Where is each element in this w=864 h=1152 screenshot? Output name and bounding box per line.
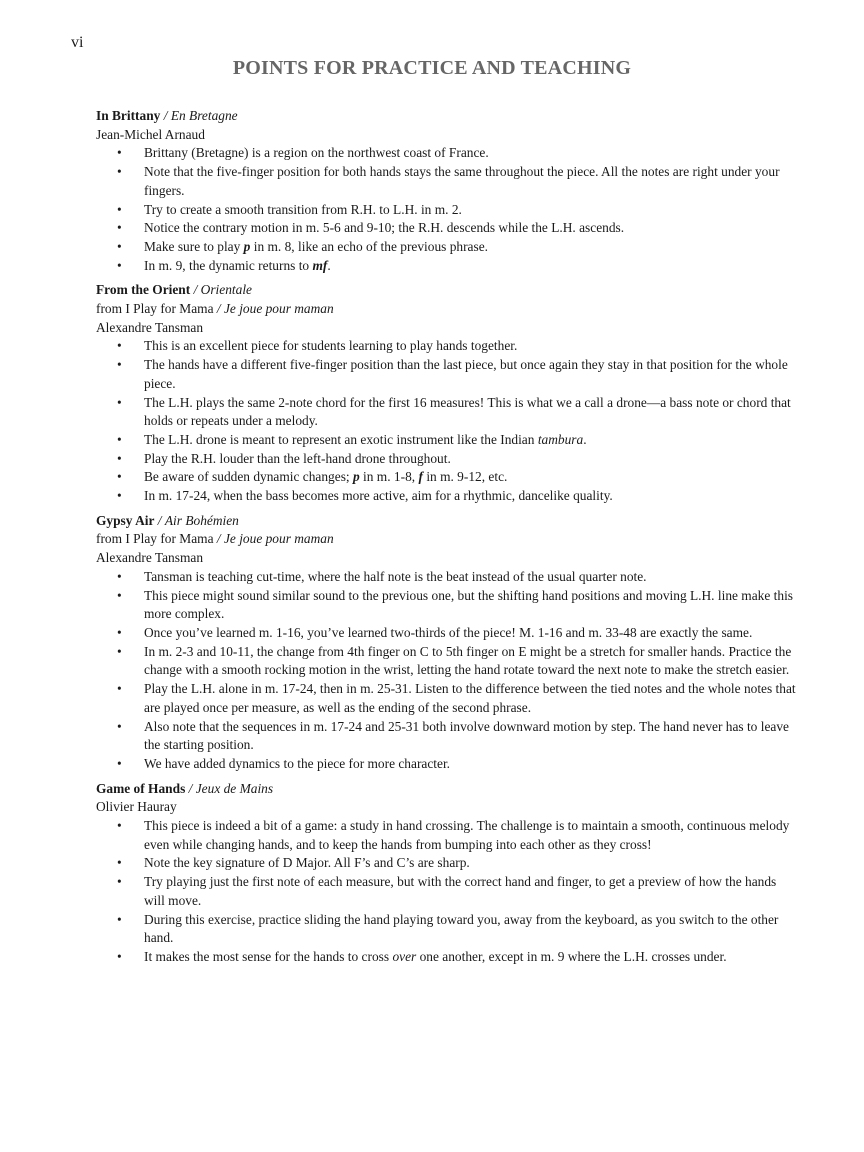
piece-alt-title: Air Bohémien — [164, 512, 239, 528]
text: in m. 1-8, — [363, 469, 416, 485]
dynamic-marking: p — [243, 238, 251, 254]
piece-heading — [96, 780, 796, 799]
text: Be aware of sudden dynamic changes; — [144, 469, 350, 485]
piece-heading — [96, 107, 796, 126]
piece-alt-title: Orientale — [200, 282, 252, 298]
source-line — [96, 300, 796, 319]
source-separator: / — [216, 301, 221, 317]
list-item: • This piece might sound similar sound to the previous one, but the shifting hand positions and moving L.H. line make this more complex. — [96, 587, 796, 624]
piece-heading — [96, 512, 796, 531]
composer: Alexandre Tansman — [96, 319, 204, 335]
list-item: • During this exercise, practice sliding the hand playing toward you, away from the keyboard, as you switch to the other hand. — [96, 911, 796, 948]
bullet-list — [96, 337, 796, 505]
list-item: • Play the L.H. alone in m. 17-24, then in m. 25-31. Listen to the difference between the tied notes and the whole notes that are played once per measure, as well as the ending of the second phrase. — [96, 680, 796, 717]
piece-title: In Brittany — [96, 108, 161, 123]
title-separator: / — [188, 780, 193, 796]
page-number: vi — [71, 34, 84, 51]
list-item: • In m. 2-3 and 10-11, the change from 4th finger on C to 5th finger on E might be a stretch for smaller hands. Practice the change with a smooth rocking motion in the wrist, letting the hand rotate toward the next note to make the stretch easier. — [96, 643, 796, 680]
section-in-brittany — [96, 107, 796, 275]
text: In m. 9, the dynamic returns to — [144, 257, 310, 273]
title-separator: / — [157, 512, 162, 528]
source-title: Je joue pour maman — [223, 531, 334, 547]
text: Make sure to play — [144, 238, 241, 254]
source-separator: / — [216, 531, 221, 547]
source-line — [96, 530, 796, 549]
list-item: • In m. 17-24, when the bass becomes more active, aim for a rhythmic, dancelike quality. — [96, 487, 796, 506]
dynamic-marking: mf — [312, 257, 328, 273]
title-separator: / — [193, 282, 198, 298]
emphasis: over — [392, 948, 417, 964]
section-from-the-orient — [96, 281, 796, 505]
list-item: • Notice the contrary motion in m. 5-6 and 9-10; the R.H. descends while the L.H. ascends. — [96, 219, 796, 238]
list-item: • Tansman is teaching cut-time, where the half note is the beat instead of the usual quarter note. — [96, 568, 796, 587]
source-title: Je joue pour maman — [223, 301, 334, 317]
list-item: • Note that the five-finger position for both hands stays the same throughout the piece. All the notes are right under your fingers. — [96, 163, 796, 200]
composer: Jean-Michel Arnaud — [96, 126, 205, 142]
composer: Alexandre Tansman — [96, 550, 204, 566]
title-separator: / — [163, 108, 168, 123]
list-item: • We have added dynamics to the piece for more character. — [96, 755, 796, 774]
text: one another, except in m. 9 where the L.H. crosses under. — [419, 948, 727, 964]
list-item — [96, 238, 796, 257]
list-item: • Note the key signature of D Major. All F’s and C’s are sharp. — [96, 854, 796, 873]
list-item: • This piece is indeed a bit of a game: a study in hand crossing. The challenge is to maintain a smooth, continuous melody even while changing hands, and to keep the hands from bumping into each other as they cross! — [96, 817, 796, 854]
source-label: from I Play for Mama — [96, 301, 214, 317]
list-item: • Try playing just the first note of each measure, but with the correct hand and finger, to get a preview of how the hands will move. — [96, 873, 796, 910]
list-item: • The hands have a different five-finger position than the last piece, but once again they stay in that position for the whole piece. — [96, 356, 796, 393]
bullet-list — [96, 144, 796, 275]
list-item — [96, 468, 796, 487]
bullet-list — [96, 817, 796, 967]
text: in m. 9-12, etc. — [426, 469, 508, 485]
text: in m. 8, like an echo of the previous phrase. — [253, 238, 489, 254]
composer: Olivier Hauray — [96, 799, 177, 815]
list-item — [96, 431, 796, 450]
source-label: from I Play for Mama — [96, 531, 214, 547]
piece-title: Game of Hands — [96, 780, 186, 796]
list-item — [96, 948, 796, 967]
piece-alt-title: Jeux de Mains — [195, 780, 274, 796]
list-item: • Brittany (Bretagne) is a region on the northwest coast of France. — [96, 144, 796, 163]
list-item: • Also note that the sequences in m. 17-24 and 25-31 both involve downward motion by step. The hand never has to leave the starting position. — [96, 718, 796, 755]
dynamic-marking: p — [352, 469, 360, 485]
text: . — [583, 431, 587, 447]
section-game-of-hands — [96, 780, 796, 967]
piece-title: From the Orient — [96, 282, 191, 298]
list-item: • Once you’ve learned m. 1-16, you’ve learned two-thirds of the piece! M. 1-16 and m. 33-48 are exactly the same. — [96, 624, 796, 643]
instrument-name: tambura — [537, 431, 584, 447]
list-item: • This is an excellent piece for students learning to play hands together. — [96, 337, 796, 356]
section-gypsy-air — [96, 512, 796, 774]
bullet-list — [96, 568, 796, 774]
piece-title: Gypsy Air — [96, 512, 155, 528]
list-item: • The L.H. plays the same 2-note chord for the first 16 measures! This is what we a call a drone—a bass note or chord that holds or repeats under a melody. — [96, 394, 796, 431]
piece-alt-title: En Bretagne — [170, 108, 238, 123]
dynamic-marking: f — [418, 469, 423, 485]
list-item: • Try to create a smooth transition from R.H. to L.H. in m. 2. — [96, 201, 796, 220]
text: . — [327, 257, 331, 273]
piece-heading — [96, 281, 796, 300]
content — [96, 107, 796, 973]
list-item — [96, 257, 796, 276]
page-title: POINTS FOR PRACTICE AND TEACHING — [232, 57, 632, 79]
text: The L.H. drone is meant to represent an exotic instrument like the Indian — [144, 431, 535, 447]
list-item: • Play the R.H. louder than the left-hand drone throughout. — [96, 450, 796, 469]
text: It makes the most sense for the hands to cross — [144, 948, 390, 964]
